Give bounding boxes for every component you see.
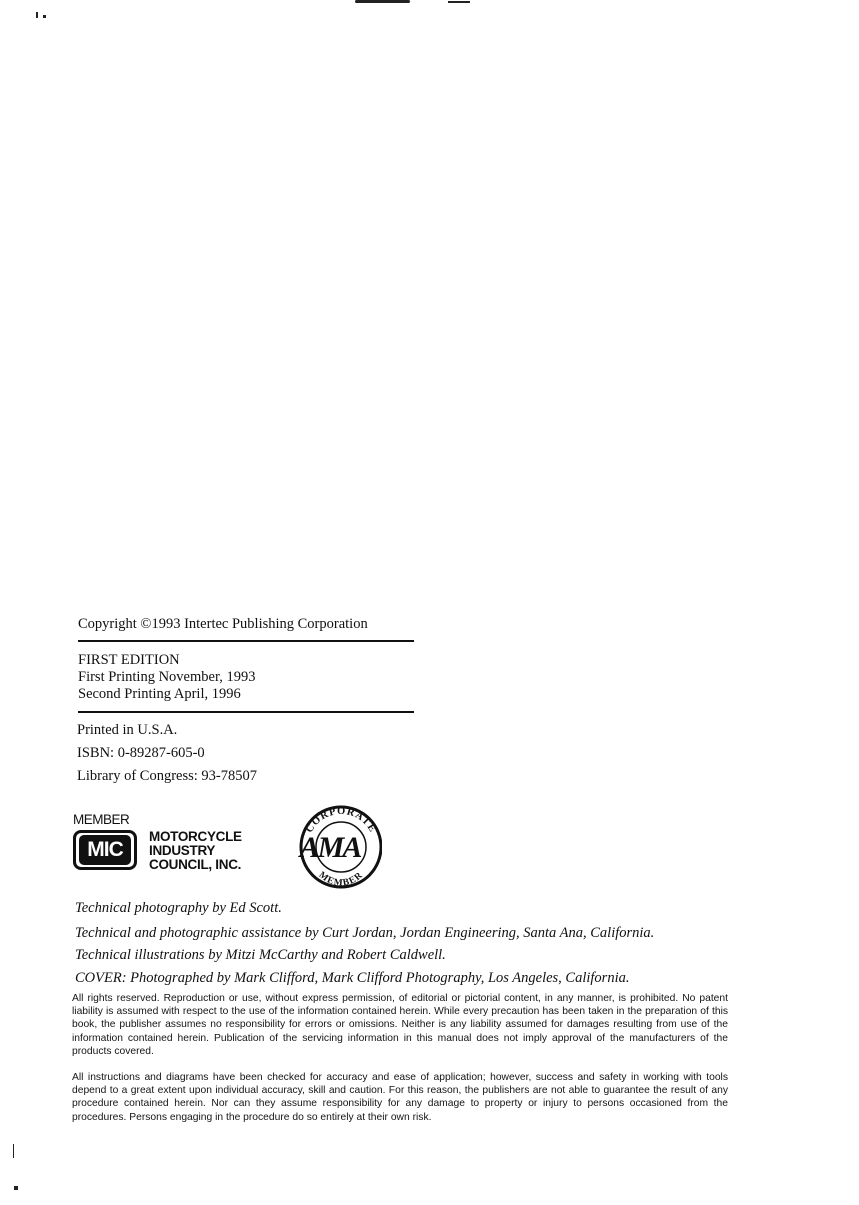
scan-mark bbox=[43, 15, 46, 18]
council-name-line: MOTORCYCLE bbox=[149, 829, 242, 844]
ama-top-text: CORPORATE bbox=[303, 805, 379, 835]
scan-mark bbox=[13, 1144, 14, 1158]
divider bbox=[78, 640, 414, 642]
copyright-notice: Copyright ©1993 Intertec Publishing Corporation bbox=[78, 616, 368, 632]
member-logos bbox=[73, 805, 393, 889]
mic-mark: MIC bbox=[79, 835, 131, 865]
scan-mark bbox=[36, 12, 38, 18]
library-of-congress: Library of Congress: 93-78507 bbox=[77, 768, 258, 784]
council-name-line: INDUSTRY bbox=[149, 843, 216, 858]
credit-line: COVER: Photographed by Mark Clifford, Mark Clifford Photography, Los Angeles, California. bbox=[75, 970, 630, 986]
edition-info bbox=[78, 652, 255, 703]
disclaimer-paragraph bbox=[72, 1071, 728, 1124]
ama-bottom-text: MEMBER bbox=[316, 870, 366, 889]
divider bbox=[78, 711, 414, 713]
council-name bbox=[149, 830, 242, 872]
first-printing: First Printing November, 1993 bbox=[78, 669, 256, 685]
council-name-line: COUNCIL, INC. bbox=[149, 857, 242, 872]
scan-mark bbox=[448, 1, 470, 3]
credit-line: Technical and photographic assistance by Curt Jordan, Jordan Engineering, Santa Ana, California. bbox=[75, 925, 655, 941]
credit-line: Technical illustrations by Mitzi McCarthy and Robert Caldwell. bbox=[75, 947, 446, 963]
printed-in: Printed in U.S.A. bbox=[77, 722, 178, 738]
isbn: ISBN: 0-89287-605-0 bbox=[77, 745, 205, 761]
legal-text: All rights reserved. Reproduction or use, without express permission, of editorial or pictorial content, in any manner, is prohibited. No patent liability is assumed with respect to the use of the information contained herein. While every precaution has been taken in the preparation of this book, the publisher assumes no responsibility for errors or omissions. Neither is any liability assumed for damages resulting from use of the information contained herein. Publication of the servicing information in this manual does not imply approval of the manufacturers of the products covered. bbox=[72, 993, 728, 1057]
ama-mark: AMA bbox=[299, 831, 361, 864]
credit-line: Technical photography by Ed Scott. bbox=[75, 900, 282, 916]
member-label: MEMBER bbox=[73, 812, 130, 827]
mic-logo bbox=[73, 830, 137, 870]
legal-text: All instructions and diagrams have been checked for accuracy and ease of application; however, success and safety in working with tools depend to a great extent upon individual accuracy, skill and caution. For this reason, the publishers are not able to guarantee the result of any procedure contained herein. Nor can they assume responsibility for any damage to property or injury to persons occasioned from the procedures. Persons engaging in the procedure do so entirely at their own risk. bbox=[72, 1072, 728, 1123]
rights-reserved-paragraph bbox=[72, 992, 728, 1058]
second-printing: Second Printing April, 1996 bbox=[78, 686, 241, 702]
ama-corporate-member-logo bbox=[278, 805, 382, 889]
scan-mark bbox=[355, 0, 410, 3]
scan-mark bbox=[14, 1186, 18, 1190]
edition-title: FIRST EDITION bbox=[78, 652, 180, 668]
